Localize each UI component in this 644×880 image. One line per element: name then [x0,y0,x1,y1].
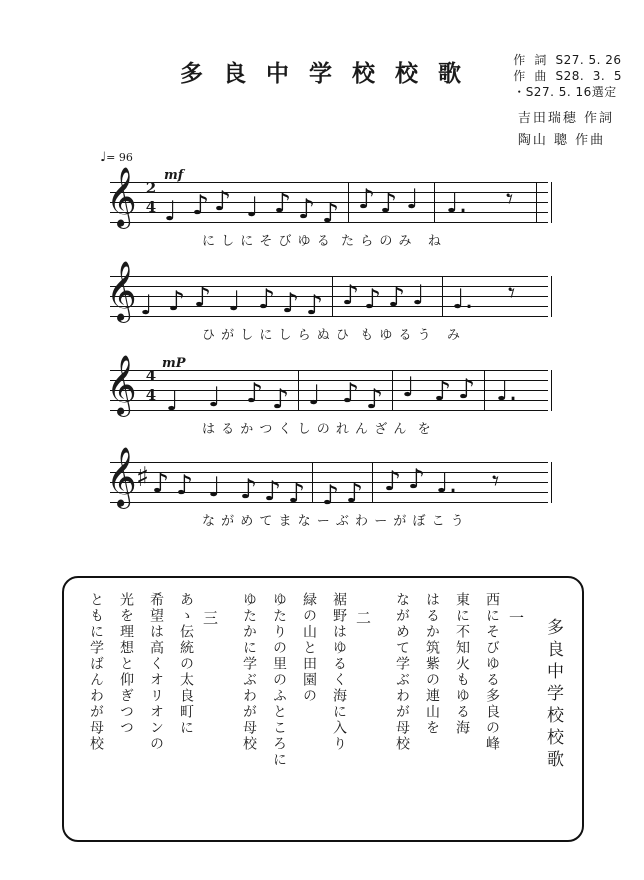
verse-3-line-2: 希望は高くオリオンの [148,592,164,752]
credits-block [513,52,622,100]
staff-system-2 [92,261,552,343]
verse-3-number: 三 [201,610,219,625]
lyrics-line-2: ひ が し に し ら ぬ ひ も ゆ る う み [202,328,461,343]
verses-container [64,578,582,840]
verse-2-number: 二 [354,610,372,625]
notes-2: ♩ ♪ ♪ ♩ ♪ ♪ ♪ ♪ ♪ ♪ ♩ ♩. 𝄾 [140,278,516,321]
dynamic-marking-3: mP [162,356,186,371]
verse-1-line-2: 東に不知火もゆる海 [454,592,470,736]
verse-2-line-2: 緑の山と田園の [301,592,317,704]
lyrics-line-1: に し に そ び ゆ る た ら の み ね [202,234,442,249]
verse-1-line-1: 西にそびゆる多良の峰 [484,592,500,752]
authors-block [518,108,614,152]
notes-1: ♩ ♪ ♪ ♩ ♪ ♪ ♪ ♪ ♪ ♩ ♩. 𝄾 [162,168,542,236]
staff-system-1 [92,167,552,249]
page-title: 多 良 中 学 校 校 歌 [180,60,468,87]
verse-1-line-3: はるか筑紫の連山を [424,592,440,736]
verse-2-line-1: 裾野はゆるく海に入り [331,592,347,752]
verse-3-line-4: ともに学ばんわが母校 [88,592,104,752]
verse-2-line-3: ゆたりの里のふところに [271,592,287,768]
credit-line-3: ・S27. 5. 16選定 [513,85,617,99]
treble-clef-icon: 𝄞 [106,167,137,227]
treble-clef-icon: 𝄞 [106,447,137,507]
tempo-value: = 96 [106,151,133,164]
verse-2-line-4: ゆたかに学ぶわが母校 [241,592,257,752]
time-signature-bottom-3: 4 [145,386,157,404]
treble-clef-icon: 𝄞 [106,261,137,321]
verse-3 [78,592,221,826]
lyrics-line-3: は る か つ く し の れ ん ざ ん を [202,422,432,437]
time-signature-top-3: 4 [145,367,157,385]
credit-line-2: 作 曲 S28. 3. 5 [513,69,622,83]
dynamic-marking-1: mf [164,168,184,183]
quarter-note-icon: ♩ [100,150,107,165]
time-signature-top-1: 2 [145,179,157,197]
verse-1 [384,592,527,826]
verse-1-number: 一 [507,610,525,625]
verse-3-line-1: あゝ伝統の太良町に [178,592,194,736]
lyrics-box [62,576,584,842]
credit-line-1: 作 詞 S27. 5. 26 [513,53,622,67]
verse-2 [231,592,374,826]
composer: 陶山 聰 作曲 [517,133,606,148]
verse-3-line-3: 光を理想と仰ぎつつ [118,592,134,736]
lyricist: 吉田瑞穂 作詞 [517,111,614,126]
treble-clef-icon: 𝄞 [106,355,137,415]
tempo-marking [100,150,133,165]
lyrics-line-4: な が め て ま な ー ぶ わ ー が ぼ こ う [202,514,465,529]
time-signature-bottom-1: 4 [145,198,157,216]
staff-system-4 [92,447,552,529]
staff-system-3 [92,355,552,437]
lyricbox-song-title: 多良中学校校歌 [543,618,563,772]
notes-3: ♩ ♩ ♪ ♪ ♩ ♪ ♪ ♩ ♪ ♪ ♩. [166,372,518,417]
verse-1-line-4: ながめて学ぶわが母校 [394,592,410,752]
notes-4: ♯ ♪ ♪ ♩ ♪ ♪ ♪ ♪ ♪ ♪ ♪ ♩. 𝄾 [136,462,500,511]
